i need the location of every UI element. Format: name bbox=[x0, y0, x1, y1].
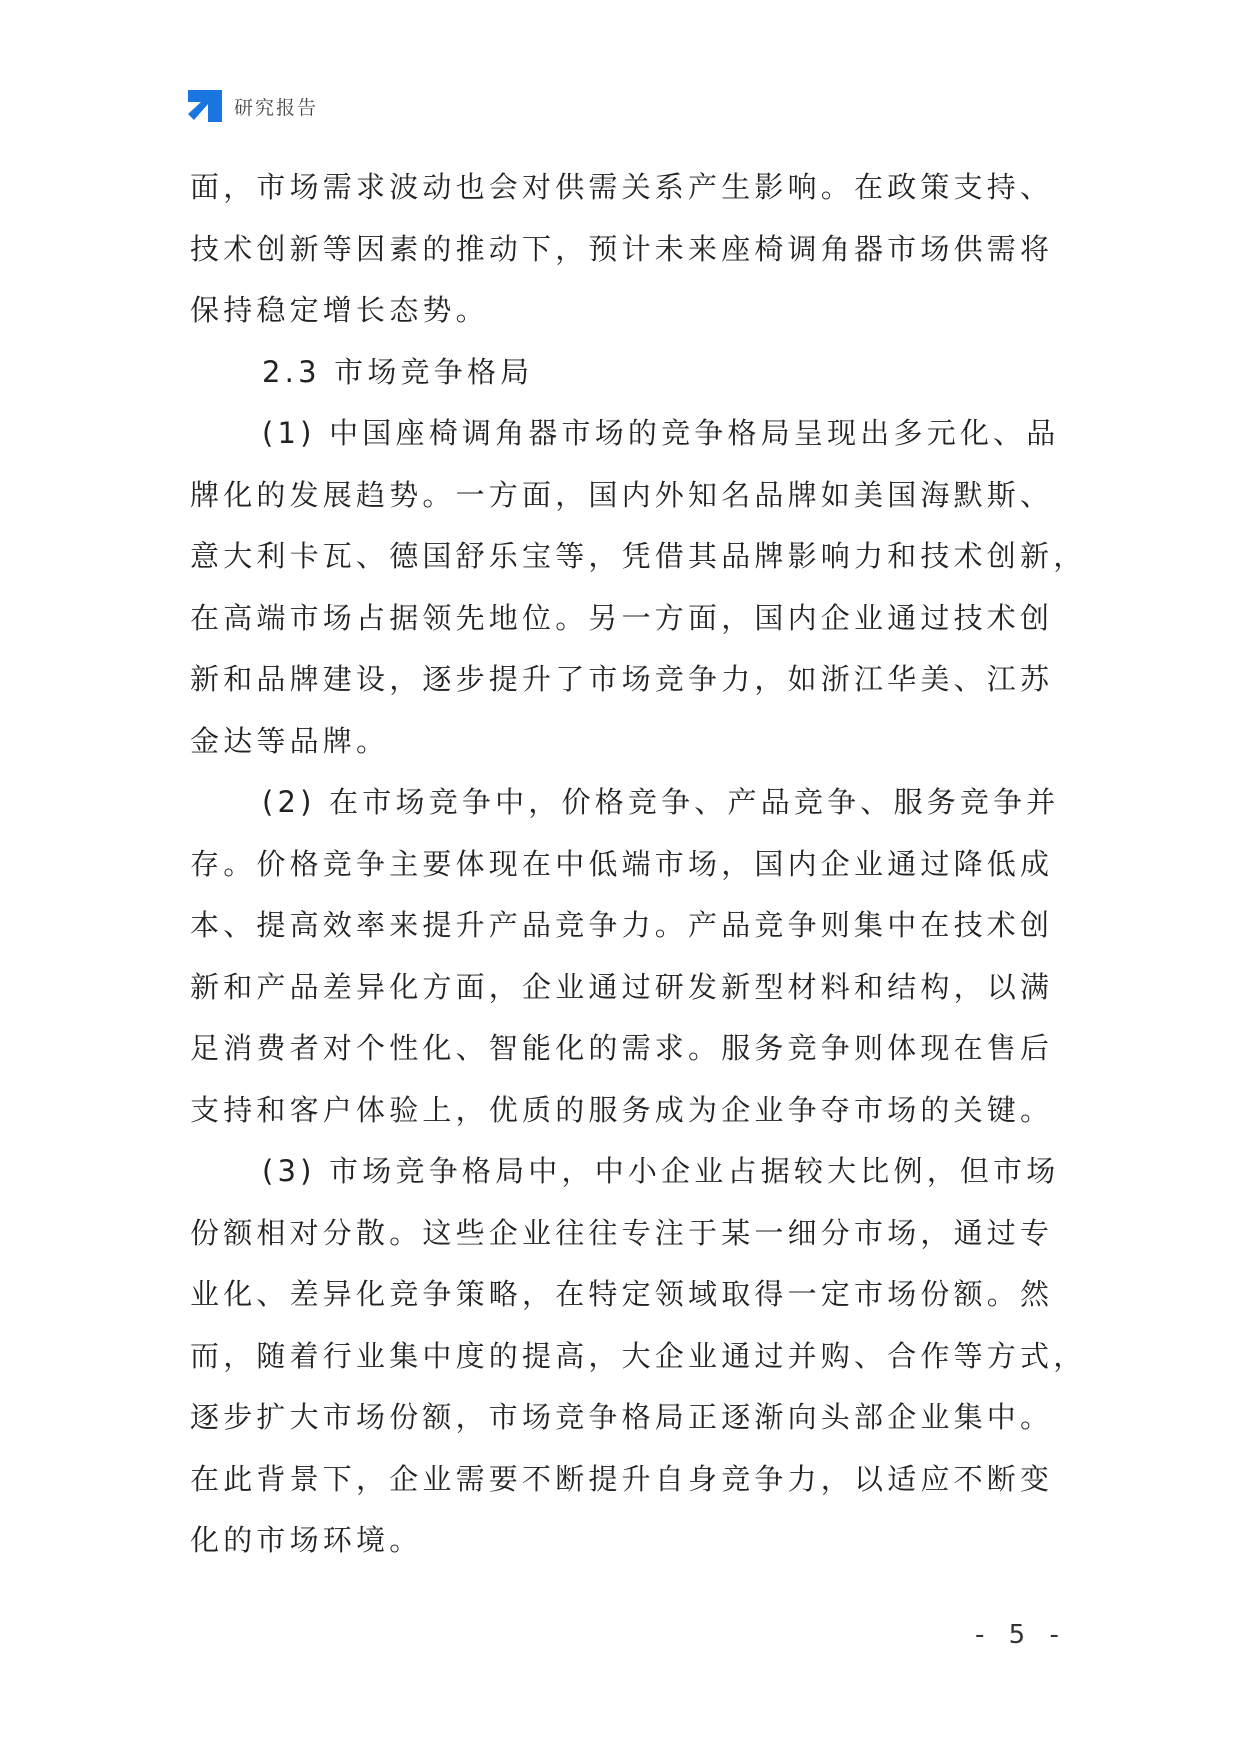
text-line: 保持稳定增长态势。 bbox=[190, 293, 489, 327]
text-line: 存。价格竞争主要体现在中低端市场，国内企业通过降低成 bbox=[190, 846, 1054, 881]
text-line: 份额相对分散。这些企业往往专注于某一细分市场，通过专 bbox=[190, 1215, 1054, 1250]
arrow-logo-icon bbox=[188, 90, 222, 122]
text-line: (2) 在市场竞争中，价格竞争、产品竞争、服务竞争并 bbox=[262, 785, 1060, 819]
page-header bbox=[188, 90, 318, 122]
text-line: 意大利卡瓦、德国舒乐宝等，凭借其品牌影响力和技术创新， bbox=[190, 539, 1087, 573]
text-line: 新和品牌建设，逐步提升了市场竞争力，如浙江华美、江苏 bbox=[190, 662, 1054, 696]
page-number: - 5 - bbox=[975, 1620, 1067, 1650]
header-title: 研究报告 bbox=[234, 96, 319, 119]
text-line: 业化、差异化竞争策略，在特定领域取得一定市场份额。然 bbox=[190, 1277, 1054, 1311]
text-line: 技术创新等因素的推动下，预计未来座椅调角器市场供需将 bbox=[190, 231, 1054, 266]
text-line: (1) 中国座椅调角器市场的竞争格局呈现出多元化、品 bbox=[262, 416, 1060, 450]
text-line: (3) 市场竞争格局中，中小企业占据较大比例，但市场 bbox=[262, 1154, 1060, 1188]
text-line: 牌化的发展趋势。一方面，国内外知名品牌如美国海默斯、 bbox=[190, 477, 1054, 512]
text-line: 支持和客户体验上，优质的服务成为企业争夺市场的关键。 bbox=[190, 1092, 1054, 1127]
text-line: 逐步扩大市场份额，市场竞争格局正逐渐向头部企业集中。 bbox=[190, 1400, 1054, 1434]
section-heading: 2.3 市场竞争格局 bbox=[262, 354, 534, 389]
text-line: 本、提高效率来提升产品竞争力。产品竞争则集中在技术创 bbox=[190, 908, 1054, 942]
text-line: 化的市场环境。 bbox=[190, 1523, 423, 1557]
text-line: 新和产品差异化方面，企业通过研发新型材料和结构，以满 bbox=[190, 969, 1054, 1004]
text-line: 在高端市场占据领先地位。另一方面，国内企业通过技术创 bbox=[190, 600, 1054, 635]
document-body bbox=[190, 157, 1085, 1572]
text-line: 而，随着行业集中度的提高，大企业通过并购、合作等方式， bbox=[190, 1338, 1087, 1373]
text-line: 足消费者对个性化、智能化的需求。服务竞争则体现在售后 bbox=[190, 1031, 1054, 1065]
text-line: 在此背景下，企业需要不断提升自身竞争力，以适应不断变 bbox=[190, 1461, 1054, 1496]
text-line: 金达等品牌。 bbox=[190, 723, 390, 758]
text-line: 面，市场需求波动也会对供需关系产生影响。在政策支持、 bbox=[190, 170, 1054, 204]
